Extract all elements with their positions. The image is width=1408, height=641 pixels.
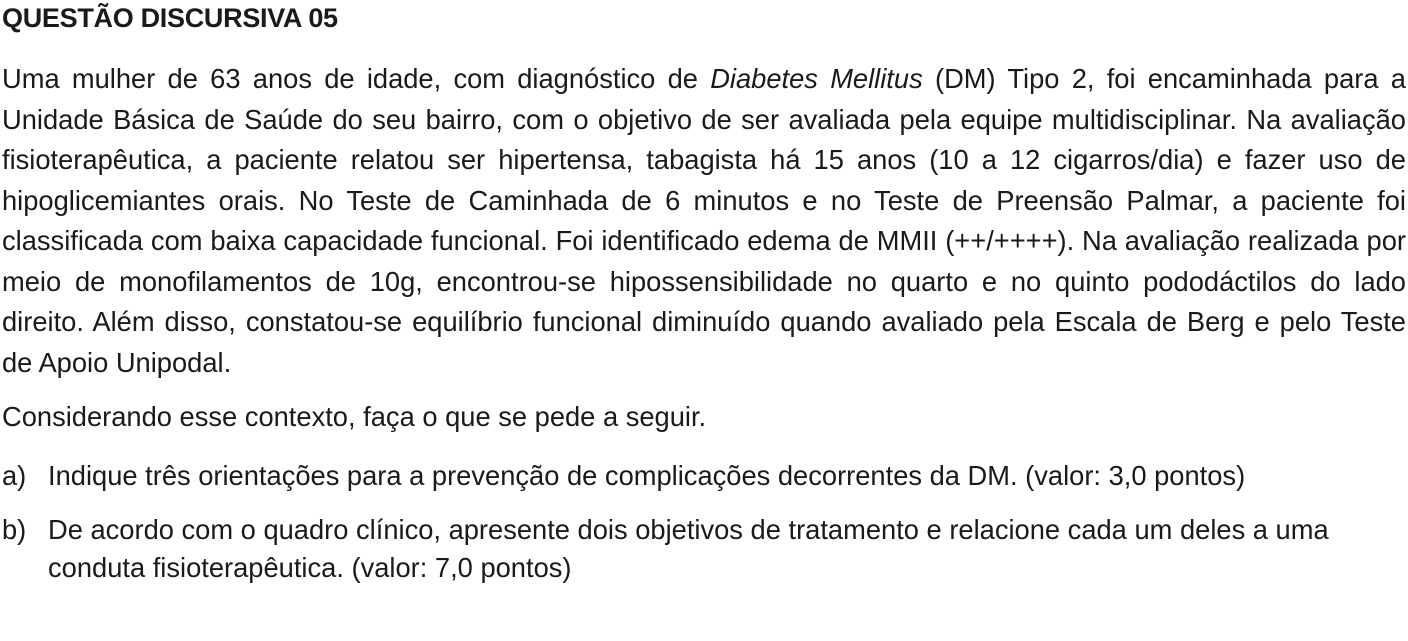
question-item-a [2,457,1406,495]
instruction-text: Considerando esse contexto, faça o que se pede a seguir. [2,401,707,432]
paragraph-italic-term: Diabetes Mellitus [710,63,923,94]
item-b-text: De acordo com o quadro clínico, apresente dois objetivos de tratamento e relacione cada um deles a uma conduta fisioterapêutica. (valor: 7,0 pontos) [48,514,1329,583]
question-item-b [2,511,1406,587]
item-b-label: b) [2,514,27,545]
item-a-text: Indique três orientações para a prevenção de complicações decorrentes da DM. (valor: 3,0 pontos) [48,460,1246,491]
paragraph-text-end: (DM) Tipo 2, foi encaminhada para a Unidade Básica de Saúde do seu bairro, com o objetivo de ser avaliada pela equipe multidisciplinar. Na avaliação fisioterapêutica, a paciente relatou ser hipertensa, tabagista há 15 anos (10 a 12 cigarros/dia) e fazer uso de hipoglicemiantes orais. No Teste de Caminhada de 6 minutos e no Teste de Preensão Palmar, a paciente foi classificada com baixa capacidade funcional. Foi identificado edema de MMII (++/++++). Na avaliação realizada por meio de monofilamentos de 10g, encontrou-se hipossensibilidade no quarto e no quinto pododáctilos do lado direito. Além disso, constatou-se equilíbrio funcional diminuído quando avaliado pela Escala de Berg e pelo Teste de Apoio Unipodal. [2,63,1406,378]
paragraph-text-start: Uma mulher de 63 anos de idade, com diagnóstico de [2,63,711,94]
item-a-label: a) [2,460,27,491]
case-paragraph [2,59,1406,383]
question-title: QUESTÃO DISCURSIVA 05 [2,3,338,33]
